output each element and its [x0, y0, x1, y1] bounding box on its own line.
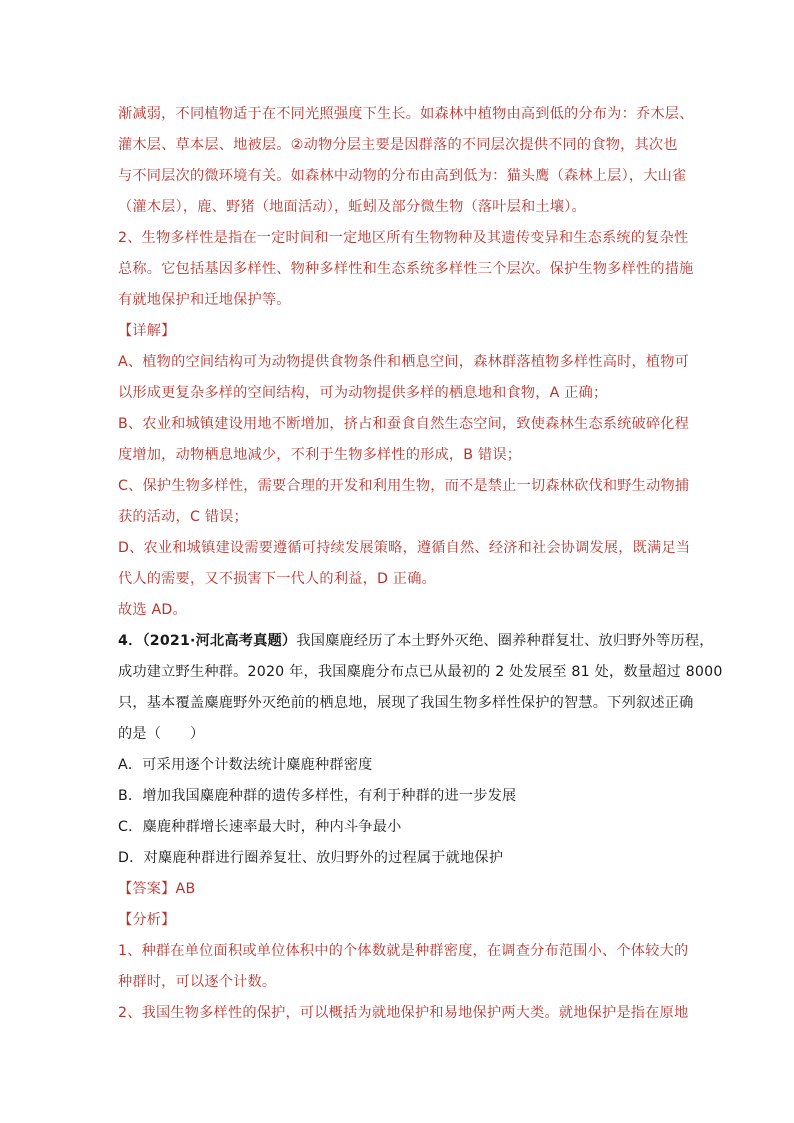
answer-line: 【答案】AB	[118, 881, 196, 897]
text-line: D、农业和城镇建设需要遵循可持续发展策略，遵循自然、经济和社会协调发展，既满足当	[118, 540, 691, 556]
text-line: 总称。它包括基因多样性、物种多样性和生态系统多样性三个层次。保护生物多样性的措施	[118, 261, 694, 277]
question-source: （2021·河北高考真题）	[142, 633, 297, 649]
option-a: A．可采用逐个计数法统计麋鹿种群密度	[118, 757, 373, 773]
question-stem-line: 我国麋鹿经历了本土野外灭绝、圈养种群复壮、放归野外等历程，	[296, 633, 714, 649]
text-line: 有就地保护和迁地保护等。	[118, 292, 291, 308]
text-line: B、农业和城镇建设用地不断增加，挤占和蚕食自然生态空间，致使森林生态系统破碎化程	[118, 416, 690, 432]
option-d: D．对麋鹿种群进行圈养复壮、放归野外的过程属于就地保护	[118, 850, 504, 866]
text-line: C、保护生物多样性，需要合理的开发和利用生物，而不是禁止一切森林砍伐和野生动物捕	[118, 478, 690, 494]
option-c: C．麋鹿种群增长速率最大时，种内斗争最小	[118, 819, 402, 835]
text-line: 获的活动，C 错误；	[118, 509, 248, 525]
text-line: 1、种群在单位面积或单位体积中的个体数就是种群密度，在调查分布范围小、个体较大的	[118, 943, 689, 959]
text-line: 渐减弱，不同植物适于在不同光照强度下生长。如森林中植物由高到低的分布为：乔木层、	[118, 106, 694, 122]
text-line: 度增加，动物栖息地减少，不利于生物多样性的形成，B 错误；	[118, 447, 522, 463]
text-line: 灌木层、草本层、地被层。②动物分层主要是因群落的不同层次提供不同的食物，其次也	[118, 137, 678, 153]
question-stem-line: 成功建立野生种群。2020 年，我国麋鹿分布点已从最初的 2 处发展至 81 处，数量超过 8000	[118, 664, 723, 680]
text-line: 与不同层次的微环境有关。如森林中动物的分布由高到低为：猫头鹰（森林上层），大山雀	[118, 168, 687, 184]
question-stem-line: 只，基本覆盖麋鹿野外灭绝前的栖息地，展现了我国生物多样性保护的智慧。下列叙述正确	[118, 695, 694, 711]
text-line: 2、生物多样性是指在一定时间和一定地区所有生物物种及其遗传变异和生态系统的复杂性	[118, 230, 689, 246]
text-line: 种群时，可以逐个计数。	[118, 974, 277, 990]
text-line: 以形成更复杂多样的空间结构，可为动物提供多样的栖息地和食物，A 正确；	[118, 385, 608, 401]
question-stem-line: 的是（ ）	[118, 726, 205, 742]
section-heading-detail: 【详解】	[118, 323, 176, 339]
question-number: 4．	[118, 633, 143, 649]
text-line: 代人的需要，又不损害下一代人的利益，D 正确。	[118, 571, 436, 587]
section-heading-analysis: 【分析】	[118, 912, 176, 928]
text-line: A、植物的空间结构可为动物提供食物条件和栖息空间，森林群落植物多样性高时，植物可	[118, 354, 690, 370]
text-line: 2、我国生物多样性的保护，可以概括为就地保护和易地保护两大类。就地保护是指在原地	[118, 1005, 689, 1021]
text-line: 故选 AD。	[118, 602, 187, 618]
option-b: B．增加我国麋鹿种群的遗传多样性，有利于种群的进一步发展	[118, 788, 517, 804]
text-line: （灌木层），鹿、野猪（地面活动），蚯蚓及部分微生物（落叶层和土壤）。	[118, 199, 586, 215]
question-first-line	[118, 631, 714, 651]
